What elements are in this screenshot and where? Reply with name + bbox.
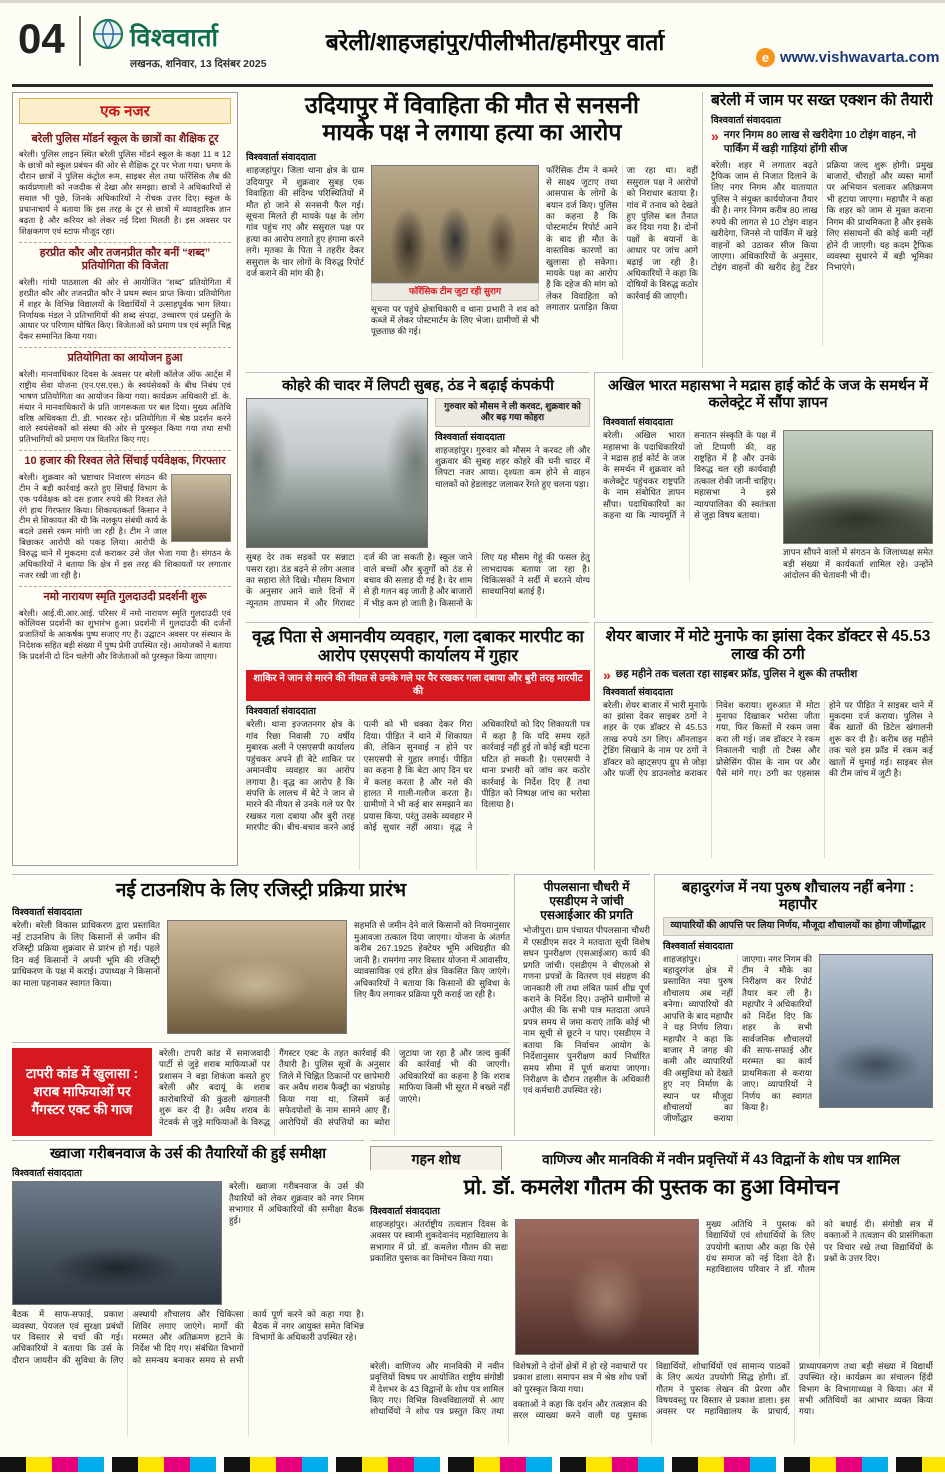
one-glance-panel	[12, 92, 238, 866]
photo-caption: फॉरेंसिक टीम जुटा रही सुराग	[371, 283, 539, 300]
headline-part: उदियापुर में विवाहिता की	[305, 92, 516, 118]
article-body: मुख्य अतिथि ने पुस्तक को विद्यार्थियों एवं शोधार्थियों के लिए उपयोगी बताया और कहा कि ऐसे ग्रंथ समाज को नई दिशा देते हैं। महाविद्यालय परिवार ने डॉ. गौतम को बधाई दी। संगोष्ठी सत्र में वक्ताओं ने तत्वज्ञान की प्रासंगिकता पर विचार रखे तथा विद्यार्थियों के प्रश्नों के उत्तर दिए।	[706, 1218, 933, 1275]
article-headline-line2: मायके पक्ष ने लगाया हत्या का आरोप	[322, 119, 622, 146]
article-body: भोजीपुरा। ग्राम पंचायत पीपलसाना चौधरी में एसडीएम सदर ने मतदाता सूची विशेष सघन पुनरीक्षण (एसआईआर) कार्य की प्रगति जांची। एसडीएम ने बीएलओ से गणना प्रपत्रों के वितरण एवं संग्रहण की जानकारी ली तथा लंबित फार्म शीघ्र पूर्ण कराने के निर्देश दिए। उन्होंने ग्रामीणों से अपील की कि सभी पात्र मतदाता अपने प्रपत्र समय से जमा कराएं ताकि कोई भी नाम सूची से छूटने न पाए। एसडीएम ने बताया कि निर्वाचन आयोग के निर्देशानुसार पुनरीक्षण कार्य निर्धारित समय सीमा में पूर्ण कराया जाएगा। निरीक्षण के दौरान तहसील के अधिकारी एवं कर्मचारी उपस्थित रहे।	[523, 925, 650, 1096]
one-glance-title: एक नजर	[19, 98, 231, 124]
masthead-rule	[12, 84, 933, 87]
article-headline: अखिल भारत महासभा ने मद्रास हाई कोर्ट के जज के समर्थन में कलेक्ट्रेट में सौंपा ज्ञापन	[608, 378, 928, 412]
article-body: फॉरेंसिक टीम ने कमरे से साक्ष्य जुटाए तथा आसपास के लोगों के बयान दर्ज किए। पुलिस का कहना है कि पोस्टमार्टम रिपोर्ट आने के बाद ही मौत के वास्तविक कारणों का खुलासा हो सकेगा। मायके पक्ष का आरोप है कि दहेज की मांग को लेकर विवाहिता को लगातार प्रताड़ित किया जा रहा था। वहीं ससुराल पक्ष ने आरोपों को निराधार बताया है। गांव में तनाव को देखते हुए पुलिस बल तैनात कर दिया गया है। दोनों पक्षों के बयानों के आधार पर जांच आगे बढ़ाई जा रही है। अधिकारियों ने कहा कि दोषियों के विरुद्ध कठोर कार्रवाई की जाएगी।	[546, 165, 698, 313]
article-byline: विश्ववार्ता संवाददाता	[603, 686, 673, 698]
article-body: बरेली। ख्वाजा गरीबनवाज के उर्स की तैयारियों को लेकर शुक्रवार को नगर निगम सभागार में अधिकारियों की समीक्षा बैठक हुई।	[229, 1181, 364, 1226]
research-body: बरेली। वाणिज्य और मानविकी में नवीन प्रवृत्तियों विषय पर आयोजित राष्ट्रीय संगोष्ठी में देशभर के 43 विद्वानों के शोध पत्र शामिल किए गए। विभिन्न विश्वविद्यालयों से आए शोधार्थियों ने शोध पत्र प्रस्तुत किए तथा विशेषज्ञों ने दोनों क्षेत्रों में हो रहे नवाचारों पर प्रकाश डाला। समापन सत्र में श्रेष्ठ शोध पत्रों को पुरस्कृत किया गया।	[370, 1360, 647, 1417]
article-body: ज्ञापन सौंपने वालों में संगठन के जिलाध्यक्ष समेत बड़ी संख्या में कार्यकर्ता शामिल रहे। उन्होंने आंदोलन की चेतावनी भी दी।	[783, 547, 933, 581]
bottom-text-columns	[370, 1361, 933, 1444]
page-number	[14, 16, 81, 66]
review-meeting-photo	[12, 1181, 222, 1305]
one-glance-item-headline: 10 हजार की रिश्वत लेते सिंचाई पर्यवेक्षक, गिरफ्तार	[24, 455, 226, 468]
research-kicker: गहन शोध	[370, 1146, 502, 1170]
brand-block	[92, 18, 282, 71]
article-body: सुबह देर तक सड़कों पर सन्नाटा पसरा रहा। ठंड बढ़ने से लोग अलाव का सहारा लेते दिखे। मौसम विभाग के अनुसार आने वाले दिनों में न्यूनतम तापमान में और गिरावट दर्ज की जा सकती है। स्कूल जाने वाले बच्चों और बुजुर्गों को ठंड से बचाव की सलाह दी गई है। देर शाम से ही गलन बढ़ जाती है और बाजारों में भीड़ कम हो जाती है। किसानों के लिए यह मौसम गेहूं की फसल हेतु लाभदायक बताया जा रहा है। चिकित्सकों ने सर्दी में बरतने योग्य सावधानियां बताई हैं।	[246, 552, 590, 608]
article-body: सूचना पर पहुंचे क्षेत्राधिकारी व थाना प्रभारी ने शव को कब्जे में लेकर पोस्टमार्टम के लिए भेजा। ग्रामीणों से भी पूछताछ की गई।	[371, 303, 539, 337]
brand-date-line: लखनऊ, शनिवार, 13 दिसंबर 2025	[130, 58, 267, 70]
article-headline: शेयर बाजार में मोटे मुनाफे का झांसा देकर डॉक्टर से 45.53 लाख की ठगी	[605, 628, 931, 664]
article-byline: विश्ववार्ता संवाददाता	[435, 431, 505, 443]
article-fog-cold	[246, 372, 590, 618]
article-headline: प्रो. डॉ. कमलेश गौतम की पुस्तक का हुआ विमोचन	[463, 1176, 840, 1199]
article-headline: वृद्ध पिता से अमानवीय व्यवहार, गला दबाकर मारपीट का आरोप एसएसपी कार्यालय में गुहार	[252, 628, 584, 666]
article-elder-abuse	[246, 622, 590, 870]
article-cyber-fraud	[594, 622, 933, 870]
one-glance-item-headline: बरेली पुलिस मॉडर्न स्कूल के छात्रों का शैक्षिक टूर	[31, 133, 219, 145]
breaking-red-box: टापरी कांड में खुलासा : शराब माफियाओं पर गैंगस्टर एक्ट की गाज	[12, 1048, 152, 1136]
article-headline: कोहरे की चादर में लिपटी सुबह, ठंड ने बढ़ाई कंपकंपी	[282, 378, 554, 394]
one-glance-item-headline: नमो नारायण स्मृति गुलदाउदी प्रदर्शनी शुरू	[43, 591, 207, 604]
article-body: शाहजहांपुर। गुरुवार को मौसम ने करवट ली और शुक्रवार की सुबह शहर कोहरे की घनी चादर में लिपटा नजर आया। दृश्यता कम होने से वाहन चालकों को हेडलाइट जलाकर रेंगते हुए चलना पड़ा।	[435, 444, 590, 489]
delegation-group-photo	[783, 430, 933, 544]
arrow-bullet-icon: »	[603, 666, 611, 683]
article-body: बरेली। अखिल भारत महासभा के पदाधिकारियों ने मद्रास हाई कोर्ट के जज के समर्थन में शुक्रवार को कलेक्ट्रेट पहुंचकर राष्ट्रपति के नाम संबोधित ज्ञापन सौंपा। पदाधिकारियों का कहना था कि न्यायमूर्ति ने सनातन संस्कृति के पक्ष में जो टिप्पणी की, वह राष्ट्रहित में है और उनके विरुद्ध चल रही कार्यवाही तत्काल रोकी जानी चाहिए। महासभा ने इसे न्यायपालिका की स्वतंत्रता से जुड़ा विषय बताया।	[603, 430, 776, 521]
one-glance-item	[19, 348, 231, 451]
website-url: www.vishwavarta.com	[780, 49, 940, 66]
one-glance-item-body: बरेली। मानवाधिकार दिवस के अवसर पर बरेली कॉलेज ऑफ आर्ट्स में राष्ट्रीय सेवा योजना (एन.एस.एस.) के स्वयंसेवकों के बीच निबंध एवं भाषण प्रतियोगिता का आयोजन किया गया। कार्यक्रम अधिकारी डॉ. के. मंथार ने मानवाधिकारों के प्रति जागरूकता पर बल दिया। मुख्य अतिथि वरिष्ठ अधिवक्ता टी. डी. भारकर रहे। प्रतियोगिता में श्रेष्ठ प्रदर्शन करने वाले स्वयंसेवकों को संस्था की ओर से पुरस्कृत किया गया तथा सभी प्रतिभागियों को प्रमाण पत्र वितरित किए गए।	[19, 368, 231, 445]
article-headline: बहादुरगंज में नया पुरुष शौचालय नहीं बनेगा : महापौर	[681, 880, 915, 914]
article-byline: विश्ववार्ता संवाददाता	[603, 417, 673, 429]
article-udiyapur-death	[246, 92, 698, 368]
one-glance-item-headline: प्रतियोगिता का आयोजन हुआ	[67, 352, 183, 365]
article-sir-inspection	[514, 874, 650, 1136]
article-book-release	[370, 1176, 933, 1444]
one-glance-item-body: बरेली। पुलिस लाइन स्थित बरेली पुलिस मॉडर्न स्कूल के कक्षा 11 व 12 के छात्रों को स्कूल प्रबंधन की ओर से शैक्षिक टूर पर भेजा गया। भ्रमण के दौरान छात्रों ने पुलिस कंट्रोल रूम, साइबर सेल तथा फॉरेंसिक लैब की कार्यप्रणाली को नजदीक से देखा और समझा। छात्रों ने अधिकारियों से सवाल भी पूछे, जिनके अधिकारियों ने रोचक उत्तर दिए। स्कूल के प्रधानाचार्य ने बताया कि इस तरह के टूर से छात्रों में व्यावहारिक ज्ञान बढ़ता है और करियर को लेकर नई दिशा मिलती है। इस अवसर पर शिक्षकगण एवं स्टाफ मौजूद रहा।	[19, 149, 231, 236]
one-glance-item-body: बरेली। आई.वी.आर.आई. परिसर में नमो नारायण स्मृति गुलदाउदी एवं कोलियस प्रदर्शनी का शुभारंभ हुआ। प्रदर्शनी में गुलदाउदी की दर्जनों प्रजातियों के आकर्षक पुष्प सजाए गए हैं। उद्घाटन अवसर पर संस्थान के निदेशक सहित बड़ी संख्या में पुष्प प्रेमी उपस्थित रहे। आयोजकों ने बताया कि प्रदर्शनी दो दिन चलेगी और विजेताओं को पुरस्कृत किया जाएगा।	[19, 607, 231, 662]
print-color-bar	[0, 1457, 945, 1472]
mayor-meeting-photo	[819, 954, 933, 1108]
vishwavarta-globe-icon	[92, 18, 124, 55]
arrested-supervisor-photo	[171, 474, 231, 542]
photo-column	[783, 430, 933, 581]
page-number-value: 04	[14, 16, 81, 66]
article-body: बरेली। शेयर बाजार में भारी मुनाफे का झांसा देकर साइबर ठगों ने शहर के एक डॉक्टर से 45.53 लाख रुपये ठग लिए। ऑनलाइन ट्रेडिंग सिखाने के नाम पर ठगों ने डॉक्टर को व्हाट्सएप ग्रुप से जोड़ा और फर्जी ऐप डाउनलोड कराकर निवेश कराया। शुरुआत में मोटा मुनाफा दिखाकर भरोसा जीता गया, फिर किस्तों में रकम जमा करा ली गई। जब डॉक्टर ने रकम निकालनी चाही तो टैक्स और प्रोसेसिंग फीस के नाम पर और पैसे मांगे गए। ठगी का एहसास होने पर पीड़ित ने साइबर थाने में मुकदमा दर्ज कराया। पुलिस ने बैंक खातों की डिटेल खंगालनी शुरू कर दी है। करीब छह महीने तक चले इस फ्रॉड में रकम कई खातों में घुमाई गई। साइबर सेल की टीम जांच में जुटी है।	[603, 699, 933, 779]
article-headline: पीपलसाना चौधरी में एसडीएम ने जांची एसआईआर की प्रगति	[540, 880, 633, 923]
article-tapri-gangster-act	[12, 1042, 510, 1136]
article-byline: विश्ववार्ता संवाददाता	[246, 706, 316, 718]
article-body: बरेली। टापरी कांड में समाजवादी पार्टी से जुड़े शराब माफियाओं पर प्रशासन ने बड़ा शिकंजा कसते हुए बरेली और बदायूं के शराब कारोबारियों की कुंडली खंगालनी शुरू कर दी है। अवैध शराब के नेटवर्क से जुड़े माफियाओं के विरुद्ध गैंगस्टर एक्ट के तहत कार्रवाई की तैयारी है। पुलिस सूत्रों के अनुसार जिले में चिह्नित ठिकानों पर छापेमारी कर अवैध शराब फैक्ट्री का भंडाफोड़ किया गया था, जिसमें कई सफेदपोशों के नाम सामने आए हैं। आरोपियों की संपत्तियों का ब्योरा जुटाया जा रहा है और जल्द कुर्की की कार्रवाई भी की जाएगी। अधिकारियों का कहना है कि शराब माफिया किसी भी सूरत में बख्शे नहीं जाएंगे।	[159, 1048, 510, 1127]
one-glance-item-body: बरेली। शुक्रवार को भ्रष्टाचार निवारण संगठन की टीम ने बड़ी कार्रवाई करते हुए सिंचाई विभाग के एक पर्यवेक्षक को दस हजार रुपये की रिश्वत लेते रंगे हाथ गिरफ्तार किया। शिकायतकर्ता किसान ने टीम से शिकायत की थी कि नलकूप संबंधी कार्य के बदले उससे रकम मांगी जा रही है। टीम ने जाल बिछाकर आरोपी को पकड़ लिया। आरोपी के विरुद्ध थाने में मुकदमा दर्ज कराकर उसे जेल भेजा गया है। संगठन के अधिकारियों ने बताया कि क्षेत्र में इस तरह की शिकायतों पर लगातार नजर रखी जा रही है।	[19, 471, 231, 581]
article-urs-review	[12, 1140, 364, 1442]
region-title: बरेली/शाहजहांपुर/पीलीभीत/हमीरपुर वार्ता	[325, 30, 665, 55]
article-subhead-bar: शाकिर ने जान से मारने की नीयत से उनके गले पर पैर रखकर गला दबाया और बुरी तरह मारपीट की	[246, 670, 590, 701]
subhead-text: नगर निगम 80 लाख से खरीदेगा 10 टोइंग वाहन, नो पार्किंग में खड़ी गाड़ियां होंगी सीज	[723, 129, 917, 155]
article-body: वक्ताओं ने कहा कि दर्शन और तत्वज्ञान की सरल व्याख्या करने वाली यह पुस्तक विद्यार्थियों, शोधार्थियों एवं सामान्य पाठकों के लिए अत्यंत उपयोगी सिद्ध होगी। डॉ. गौतम ने पुस्तक लेखन की प्रेरणा और विषयवस्तु पर विस्तार से प्रकाश डाला। इस अवसर पर महाविद्यालय के प्राचार्य, प्राध्यापकगण तथा बड़ी संख्या में विद्यार्थी उपस्थित रहे। कार्यक्रम का संचालन हिंदी विभाग के विभागाध्यक्ष ने किया। अंत में सभी अतिथियों का आभार व्यक्त किया गया।	[513, 1360, 933, 1421]
top-trim-strip	[0, 0, 945, 3]
subhead-text: छह महीने तक चलता रहा साइबर फ्रॉड, पुलिस ने शुरू की तफ्तीश	[615, 667, 858, 680]
article-subhead-bar: व्यापारियों की आपत्ति पर लिया निर्णय, मौजूदा शौचालयों का होगा जीर्णोद्धार	[663, 917, 933, 935]
fog-road-photo	[246, 398, 428, 548]
photo-column	[371, 165, 539, 361]
photo-caption: गुरुवार को मौसम ने ली करवट, शुक्रवार को और बढ़ गया कोहरा	[435, 398, 590, 427]
article-byline: विश्ववार्ता संवाददाता	[12, 907, 82, 919]
article-mahasabha-memorandum	[594, 372, 933, 618]
article-subhead	[603, 668, 933, 682]
article-body: बैठक में साफ-सफाई, प्रकाश व्यवस्था, पेयजल एवं सुरक्षा प्रबंधों पर विस्तार से चर्चा की गई। अधिकारियों ने बताया कि उर्स के दौरान जायरीन की सुविधा के लिए अस्थायी शौचालय और चिकित्सा शिविर लगाए जाएंगे। मार्गों की मरम्मत और अतिक्रमण हटाने के निर्देश भी दिए गए। संबंधित विभागों को समन्वय बनाकर समय से सभी कार्य पूर्ण करने को कहा गया है। बैठक में नगर आयुक्त समेत विभिन्न विभागों के अधिकारी उपस्थित रहे।	[12, 1309, 364, 1365]
article-toilet-mayor	[654, 874, 933, 1136]
article-byline: विश्ववार्ता संवाददाता	[711, 115, 781, 127]
article-township-registry	[12, 874, 510, 1038]
article-byline: विश्ववार्ता संवाददाता	[370, 1205, 440, 1217]
crime-scene-photo	[371, 165, 539, 283]
article-headline	[246, 92, 698, 119]
website-badge	[756, 48, 940, 67]
article-headline: ख्वाजा गरीबनवाज के उर्स की तैयारियों की हुई समीक्षा	[49, 1146, 326, 1162]
research-strip	[370, 1140, 933, 1170]
globe-e-icon: e	[756, 48, 775, 67]
article-body: शाहजहांपुर। बहादुरगंज क्षेत्र में प्रस्तावित नया पुरुष शौचालय अब नहीं बनेगा। व्यापारियों की आपत्ति के बाद महापौर ने यह निर्णय लिया। महापौर ने कहा कि बाजार में जगह की कमी और व्यापारियों की असुविधा को देखते हुए नए निर्माण के स्थान पर मौजूदा शौचालयों का जीर्णोद्धार कराया जाएगा। नगर निगम की टीम ने मौके का निरीक्षण कर रिपोर्ट तैयार कर ली है। महापौर ने अधिकारियों को निर्देश दिए कि शहर के सभी सार्वजनिक शौचालयों की साफ-सफाई और मरम्मत का कार्य प्राथमिकता से कराया जाए। व्यापारियों ने निर्णय का स्वागत किया है।	[663, 953, 812, 1124]
article-byline: विश्ववार्ता संवाददाता	[12, 1168, 82, 1180]
article-headline: बरेली में जाम पर सख्त एक्शन की तैयारी	[711, 92, 933, 109]
one-glance-item-headline: हरप्रीत कौर और तजनप्रीत कौर बनीं “शब्द” प्रतियोगिता की विजेता	[39, 246, 211, 273]
article-body: बरेली। बरेली विकास प्राधिकरण द्वारा प्रस्तावित नई टाउनशिप के लिए किसानों से जमीन की रजिस्ट्री प्रक्रिया शुक्रवार से प्रारंभ हो गई। पहले दिन कई किसानों ने अपनी भूमि की रजिस्ट्री प्राधिकरण के पक्ष में कराई। उपाध्यक्ष ने किसानों का माला पहनाकर स्वागत किया।	[12, 920, 160, 988]
article-body: शाहजहांपुर। जिला थाना क्षेत्र के ग्राम उदियापुर में शुक्रवार सुबह एक विवाहिता की संदिग्ध परिस्थितियों में मौत हो जाने से सनसनी फैल गई। सूचना मिलते ही मायके पक्ष के लोग गांव पहुंच गए और ससुराल पक्ष पर हत्या का आरोप लगाते हुए हंगामा करने लगे। मृतका के पिता ने तहरीर देकर ससुराल के चार लोगों के विरुद्ध रिपोर्ट दर्ज कराने की मांग की है।	[246, 165, 364, 279]
one-glance-item	[19, 129, 231, 243]
one-glance-item-body: बरेली। गांधी पाठशाला की ओर से आयोजित “शब्द” प्रतियोगिता में हरप्रीत कौर और तजनप्रीत कौर ने प्रथम स्थान प्राप्त किया। प्रतियोगिता में शहर के विभिन्न विद्यालयों के विद्यार्थियों ने उत्साहपूर्वक भाग लिया। निर्णायक मंडल ने प्रतिभागियों की शब्द संपदा, उच्चारण एवं प्रस्तुति के आधार पर परिणाम घोषित किए। विजेताओं को प्रमाण पत्र एवं स्मृति चिह्न देकर सम्मानित किया गया।	[19, 276, 231, 342]
article-byline: विश्ववार्ता संवाददाता	[663, 940, 733, 952]
article-traffic-jam	[702, 92, 933, 368]
registry-ceremony-photo	[167, 920, 347, 1034]
article-body: शाहजहांपुर। अंतर्राष्ट्रीय तत्वज्ञान दिवस के अवसर पर स्वामी शुकदेवानंद महाविद्यालय के सभागार में प्रो. डॉ. कमलेश गौतम की सद्यः प्रकाशित पुस्तक का विमोचन किया गया।	[370, 1218, 508, 1264]
article-subhead	[711, 129, 933, 156]
one-glance-item	[19, 243, 231, 348]
research-headline: वाणिज्य और मानविकी में नवीन प्रवृत्तियों में 43 विद्वानों के शोध पत्र शामिल	[542, 1151, 900, 1167]
article-body: सहमति से जमीन देने वाले किसानों को नियमानुसार मुआवजा तत्काल दिया जाएगा। योजना के अंतर्गत करीब 267.1925 हेक्टेयर भूमि अधिग्रहीत की जानी है। रामगंगा नगर विस्तार योजना में आवासीय, व्यावसायिक एवं हरित क्षेत्र विकसित किए जाएंगे। अधिकारियों ने बताया कि किसानों की सुविधा के लिए कैंप लगाकर प्रक्रिया पूरी कराई जा रही है।	[354, 920, 510, 999]
article-body: बरेली। शहर में लगातार बढ़ते ट्रैफिक जाम से निजात दिलाने के लिए नगर निगम और यातायात पुलिस ने संयुक्त कार्ययोजना तैयार की है। नगर निगम करीब 80 लाख रुपये की लागत से 10 टोइंग वाहन खरीदेगा, जिनसे नो पार्किंग में खड़े वाहनों को उठाकर सीज किया जाएगा। अधिकारियों के अनुसार, टोइंग वाहनों की खरीद हेतु टेंडर प्रक्रिया जल्द शुरू होगी। प्रमुख बाजारों, चौराहों और व्यस्त मार्गों पर अभियान चलाकर अतिक्रमण भी हटाया जाएगा। महापौर ने कहा कि शहर को जाम से मुक्त कराना निगम की प्राथमिकता है और इसके लिए संसाधनों की कोई कमी नहीं होने दी जाएगी। यह कदम ट्रैफिक व्यवस्था सुधारने में बड़ी भूमिका निभाएंगे।	[711, 159, 933, 273]
fog-text-column	[435, 398, 590, 548]
brand-name: विश्ववार्ता	[130, 23, 219, 52]
article-byline: विश्ववार्ता संवाददाता	[246, 152, 316, 164]
article-body: बरेली। थाना इज्जतनगर क्षेत्र के गांव रिछा निवासी 70 वर्षीय मुबारक अली ने एसएसपी कार्यालय पहुंचकर अपने ही बेटे शाकिर पर अमानवीय व्यवहार का आरोप लगाया है। वृद्ध का आरोप है कि संपत्ति के लालच में बेटे ने जान से मारने की नीयत से उनके गले पर पैर रखकर गला दबाया और बुरी तरह मारपीट की। बीच-बचाव करने आई पत्नी को भी धक्का देकर गिरा दिया। पीड़ित ने थाने में शिकायत की, लेकिन सुनवाई न होने पर एसएसपी से गुहार लगाई। पीड़ित का कहना है कि बेटा आए दिन घर में कलह करता है और नशे की हालत में गाली-गलौज करता है। ग्रामीणों ने भी कई बार समझाने का प्रयास किया, परंतु उसके व्यवहार में कोई सुधार नहीं आया। वृद्ध ने अधिकारियों को दिए शिकायती पत्र में कहा है कि यदि समय रहते कार्रवाई नहीं हुई तो कोई बड़ी घटना घटित हो सकती है। एसएसपी ने थाना प्रभारी को जांच कर कठोर कार्रवाई के निर्देश दिए हैं तथा पीड़ित को निष्पक्ष जांच का भरोसा दिलाया है।	[246, 719, 590, 833]
one-glance-item	[19, 451, 231, 587]
one-glance-item-body-wrap	[19, 472, 231, 581]
arrow-bullet-icon: »	[711, 128, 719, 145]
headline-part: से सनसनी	[548, 92, 639, 118]
headline-highlight: मौत	[515, 92, 549, 118]
article-headline: नई टाउनशिप के लिए रजिस्ट्री प्रक्रिया प्रारंभ	[115, 880, 407, 901]
one-glance-item	[19, 587, 231, 667]
book-release-photo	[515, 1219, 699, 1355]
